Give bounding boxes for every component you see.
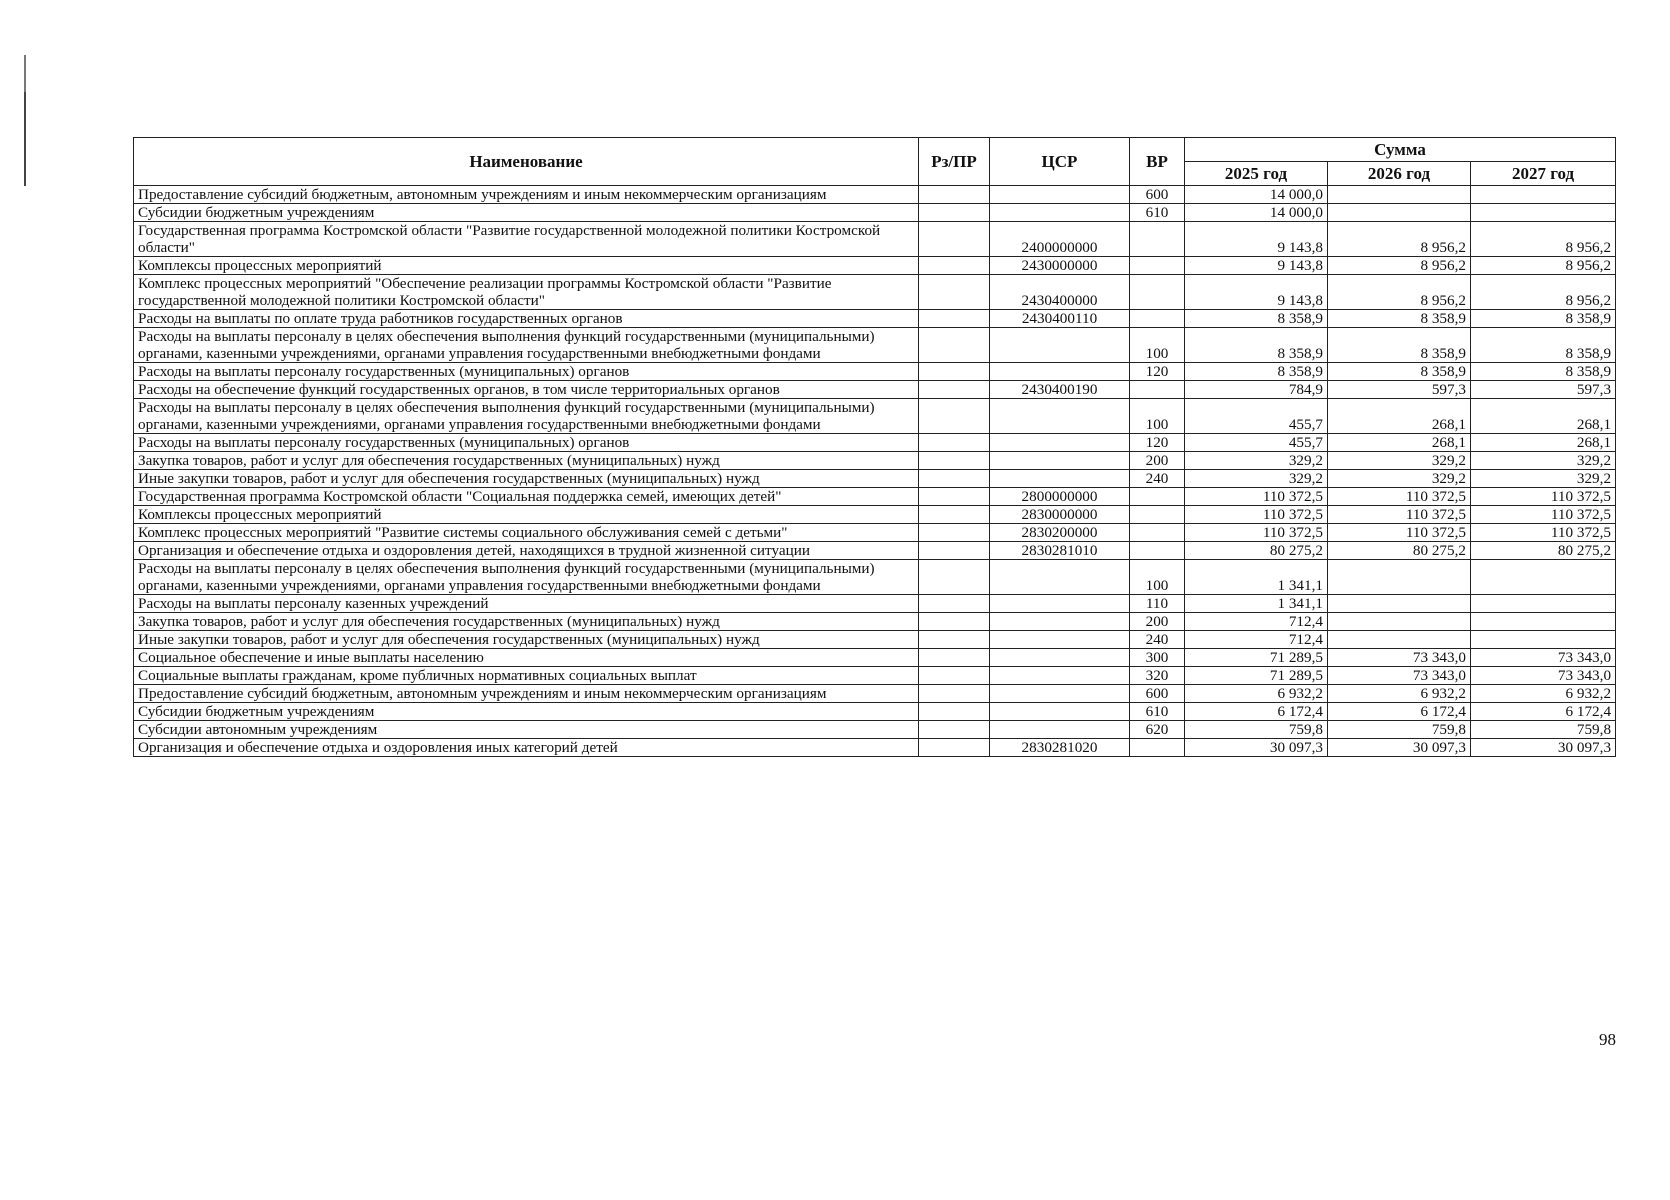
row-rz-pr-cell: [919, 542, 990, 560]
table-row: [134, 328, 1616, 363]
row-sum-2026-cell: 110 372,5: [1328, 524, 1471, 542]
row-sum-2027-cell: 759,8: [1471, 721, 1616, 739]
table-row: [134, 363, 1616, 381]
row-rz-pr-cell: [919, 275, 990, 310]
row-vr-cell: 300: [1130, 649, 1185, 667]
header-name: Наименование: [134, 138, 919, 186]
row-vr-cell: [1130, 222, 1185, 257]
row-name-cell: Расходы на выплаты персоналу государственных (муниципальных) органов: [134, 434, 919, 452]
header-rz-pr: Рз/ПР: [919, 138, 990, 186]
row-sum-2027-cell: 6 932,2: [1471, 685, 1616, 703]
row-sum-2027-cell: 8 358,9: [1471, 328, 1616, 363]
table-row: [134, 381, 1616, 399]
row-sum-2025-cell: 1 341,1: [1185, 560, 1328, 595]
table-row: [134, 470, 1616, 488]
row-sum-2025-cell: 110 372,5: [1185, 506, 1328, 524]
row-sum-2025-cell: 9 143,8: [1185, 222, 1328, 257]
table-row: [134, 613, 1616, 631]
row-vr-cell: [1130, 488, 1185, 506]
row-name-cell: Расходы на выплаты персоналу казенных учреждений: [134, 595, 919, 613]
row-sum-2027-cell: 30 097,3: [1471, 739, 1616, 757]
row-sum-2025-cell: 329,2: [1185, 452, 1328, 470]
row-sum-2026-cell: 8 358,9: [1328, 328, 1471, 363]
row-rz-pr-cell: [919, 434, 990, 452]
row-vr-cell: 240: [1130, 470, 1185, 488]
row-sum-2027-cell: [1471, 186, 1616, 204]
row-vr-cell: 110: [1130, 595, 1185, 613]
row-rz-pr-cell: [919, 257, 990, 275]
table-row: [134, 685, 1616, 703]
row-rz-pr-cell: [919, 381, 990, 399]
table-row: [134, 703, 1616, 721]
table-row: [134, 434, 1616, 452]
row-name-cell: Расходы на выплаты персоналу в целях обеспечения выполнения функций государственными (муниципальными) органами, казенными учреждениями, органами управления государственными внебюджетными фондами: [134, 399, 919, 434]
row-sum-2026-cell: 8 358,9: [1328, 363, 1471, 381]
row-name-cell: Государственная программа Костромской области "Социальная поддержка семей, имеющих детей": [134, 488, 919, 506]
row-sum-2027-cell: [1471, 595, 1616, 613]
row-name-cell: Закупка товаров, работ и услуг для обеспечения государственных (муниципальных) нужд: [134, 452, 919, 470]
table-row: [134, 310, 1616, 328]
row-rz-pr-cell: [919, 186, 990, 204]
row-name-cell: Субсидии автономным учреждениям: [134, 721, 919, 739]
row-rz-pr-cell: [919, 685, 990, 703]
table-row: [134, 667, 1616, 685]
row-rz-pr-cell: [919, 328, 990, 363]
table-row: [134, 222, 1616, 257]
row-name-cell: Расходы на выплаты персоналу в целях обеспечения выполнения функций государственными (муниципальными) органами, казенными учреждениями, органами управления государственными внебюджетными фондами: [134, 560, 919, 595]
row-name-cell: Организация и обеспечение отдыха и оздоровления иных категорий детей: [134, 739, 919, 757]
row-name-cell: Социальное обеспечение и иные выплаты населению: [134, 649, 919, 667]
row-sum-2026-cell: 268,1: [1328, 434, 1471, 452]
row-csr-cell: [990, 703, 1130, 721]
row-csr-cell: [990, 452, 1130, 470]
row-csr-cell: [990, 685, 1130, 703]
row-sum-2026-cell: 110 372,5: [1328, 506, 1471, 524]
row-vr-cell: [1130, 275, 1185, 310]
row-csr-cell: 2430400110: [990, 310, 1130, 328]
row-vr-cell: [1130, 257, 1185, 275]
row-sum-2027-cell: [1471, 631, 1616, 649]
budget-table: [133, 137, 1616, 757]
row-sum-2025-cell: 110 372,5: [1185, 488, 1328, 506]
row-csr-cell: 2830281020: [990, 739, 1130, 757]
row-sum-2027-cell: [1471, 613, 1616, 631]
row-rz-pr-cell: [919, 470, 990, 488]
row-name-cell: Социальные выплаты гражданам, кроме публичных нормативных социальных выплат: [134, 667, 919, 685]
row-rz-pr-cell: [919, 310, 990, 328]
row-sum-2027-cell: 597,3: [1471, 381, 1616, 399]
table-row: [134, 399, 1616, 434]
row-sum-2027-cell: [1471, 560, 1616, 595]
header-year-2025: 2025 год: [1185, 162, 1328, 186]
row-name-cell: Субсидии бюджетным учреждениям: [134, 204, 919, 222]
row-csr-cell: [990, 363, 1130, 381]
row-sum-2026-cell: 8 358,9: [1328, 310, 1471, 328]
row-sum-2025-cell: 30 097,3: [1185, 739, 1328, 757]
row-csr-cell: [990, 595, 1130, 613]
row-sum-2026-cell: [1328, 186, 1471, 204]
row-csr-cell: [990, 186, 1130, 204]
row-sum-2027-cell: 73 343,0: [1471, 667, 1616, 685]
row-rz-pr-cell: [919, 204, 990, 222]
row-sum-2025-cell: 6 932,2: [1185, 685, 1328, 703]
row-vr-cell: [1130, 524, 1185, 542]
table-body: [134, 186, 1616, 757]
row-csr-cell: [990, 667, 1130, 685]
row-csr-cell: [990, 399, 1130, 434]
row-csr-cell: 2830000000: [990, 506, 1130, 524]
table-row: [134, 595, 1616, 613]
row-vr-cell: 600: [1130, 685, 1185, 703]
row-name-cell: Комплекс процессных мероприятий "Обеспечение реализации программы Костромской области "Развитие государственной молодежной политики Костромской области": [134, 275, 919, 310]
row-rz-pr-cell: [919, 560, 990, 595]
row-csr-cell: 2430400000: [990, 275, 1130, 310]
row-sum-2025-cell: 80 275,2: [1185, 542, 1328, 560]
row-sum-2025-cell: 14 000,0: [1185, 204, 1328, 222]
row-vr-cell: 200: [1130, 613, 1185, 631]
row-rz-pr-cell: [919, 649, 990, 667]
row-sum-2025-cell: 71 289,5: [1185, 667, 1328, 685]
table-row: [134, 649, 1616, 667]
row-sum-2026-cell: 329,2: [1328, 452, 1471, 470]
row-sum-2025-cell: 455,7: [1185, 399, 1328, 434]
row-rz-pr-cell: [919, 703, 990, 721]
row-vr-cell: [1130, 381, 1185, 399]
table-row: [134, 275, 1616, 310]
row-name-cell: Иные закупки товаров, работ и услуг для обеспечения государственных (муниципальных) нужд: [134, 631, 919, 649]
row-csr-cell: [990, 470, 1130, 488]
row-vr-cell: 100: [1130, 560, 1185, 595]
page-number: 98: [1599, 1030, 1616, 1049]
row-sum-2027-cell: 80 275,2: [1471, 542, 1616, 560]
row-name-cell: Предоставление субсидий бюджетным, автономным учреждениям и иным некоммерческим организациям: [134, 685, 919, 703]
row-name-cell: Государственная программа Костромской области "Развитие государственной молодежной политики Костромской области": [134, 222, 919, 257]
row-sum-2025-cell: 1 341,1: [1185, 595, 1328, 613]
table-row: [134, 631, 1616, 649]
row-name-cell: Комплексы процессных мероприятий: [134, 257, 919, 275]
row-csr-cell: 2830200000: [990, 524, 1130, 542]
header-year-2026: 2026 год: [1328, 162, 1471, 186]
row-vr-cell: [1130, 739, 1185, 757]
row-sum-2026-cell: 73 343,0: [1328, 649, 1471, 667]
row-vr-cell: 610: [1130, 204, 1185, 222]
row-sum-2026-cell: 8 956,2: [1328, 222, 1471, 257]
row-sum-2026-cell: 597,3: [1328, 381, 1471, 399]
row-sum-2027-cell: 110 372,5: [1471, 506, 1616, 524]
row-csr-cell: [990, 328, 1130, 363]
row-csr-cell: [990, 560, 1130, 595]
row-rz-pr-cell: [919, 631, 990, 649]
row-sum-2025-cell: 110 372,5: [1185, 524, 1328, 542]
row-rz-pr-cell: [919, 667, 990, 685]
row-csr-cell: [990, 434, 1130, 452]
row-rz-pr-cell: [919, 222, 990, 257]
row-sum-2026-cell: 110 372,5: [1328, 488, 1471, 506]
row-sum-2027-cell: 329,2: [1471, 470, 1616, 488]
row-sum-2025-cell: 712,4: [1185, 613, 1328, 631]
row-name-cell: Расходы на выплаты по оплате труда работников государственных органов: [134, 310, 919, 328]
row-sum-2027-cell: [1471, 204, 1616, 222]
scan-artifact-line: [24, 92, 26, 186]
row-sum-2025-cell: 759,8: [1185, 721, 1328, 739]
row-sum-2026-cell: 6 172,4: [1328, 703, 1471, 721]
row-sum-2025-cell: 8 358,9: [1185, 363, 1328, 381]
table-row: [134, 204, 1616, 222]
row-sum-2027-cell: 329,2: [1471, 452, 1616, 470]
row-rz-pr-cell: [919, 613, 990, 631]
row-sum-2026-cell: 30 097,3: [1328, 739, 1471, 757]
row-csr-cell: 2430000000: [990, 257, 1130, 275]
row-vr-cell: [1130, 310, 1185, 328]
row-sum-2027-cell: 8 358,9: [1471, 310, 1616, 328]
row-sum-2025-cell: 712,4: [1185, 631, 1328, 649]
table-row: [134, 488, 1616, 506]
row-sum-2025-cell: 329,2: [1185, 470, 1328, 488]
table-row: [134, 452, 1616, 470]
row-vr-cell: 100: [1130, 399, 1185, 434]
row-name-cell: Иные закупки товаров, работ и услуг для обеспечения государственных (муниципальных) нужд: [134, 470, 919, 488]
row-vr-cell: 320: [1130, 667, 1185, 685]
row-sum-2025-cell: 14 000,0: [1185, 186, 1328, 204]
row-rz-pr-cell: [919, 452, 990, 470]
row-sum-2026-cell: 80 275,2: [1328, 542, 1471, 560]
row-rz-pr-cell: [919, 739, 990, 757]
row-sum-2025-cell: 71 289,5: [1185, 649, 1328, 667]
table-row: [134, 542, 1616, 560]
header-sum: Сумма: [1185, 138, 1616, 162]
row-sum-2026-cell: 759,8: [1328, 721, 1471, 739]
row-sum-2025-cell: 455,7: [1185, 434, 1328, 452]
row-sum-2026-cell: [1328, 631, 1471, 649]
row-csr-cell: [990, 649, 1130, 667]
header-vr: ВР: [1130, 138, 1185, 186]
header-csr: ЦСР: [990, 138, 1130, 186]
table-row: [134, 739, 1616, 757]
row-sum-2027-cell: 8 956,2: [1471, 257, 1616, 275]
row-csr-cell: [990, 204, 1130, 222]
row-sum-2026-cell: 6 932,2: [1328, 685, 1471, 703]
table-row: [134, 186, 1616, 204]
row-sum-2026-cell: 268,1: [1328, 399, 1471, 434]
table-row: [134, 524, 1616, 542]
row-sum-2027-cell: 110 372,5: [1471, 488, 1616, 506]
row-name-cell: Закупка товаров, работ и услуг для обеспечения государственных (муниципальных) нужд: [134, 613, 919, 631]
row-name-cell: Расходы на выплаты персоналу государственных (муниципальных) органов: [134, 363, 919, 381]
row-csr-cell: 2830281010: [990, 542, 1130, 560]
row-name-cell: Расходы на выплаты персоналу в целях обеспечения выполнения функций государственными (муниципальными) органами, казенными учреждениями, органами управления государственными внебюджетными фондами: [134, 328, 919, 363]
row-sum-2026-cell: 8 956,2: [1328, 257, 1471, 275]
row-name-cell: Комплексы процессных мероприятий: [134, 506, 919, 524]
row-vr-cell: 610: [1130, 703, 1185, 721]
row-vr-cell: 120: [1130, 434, 1185, 452]
row-csr-cell: 2800000000: [990, 488, 1130, 506]
row-sum-2027-cell: 8 956,2: [1471, 275, 1616, 310]
table-row: [134, 721, 1616, 739]
table-row: [134, 257, 1616, 275]
row-sum-2025-cell: 8 358,9: [1185, 310, 1328, 328]
row-vr-cell: 600: [1130, 186, 1185, 204]
row-sum-2027-cell: 8 358,9: [1471, 363, 1616, 381]
row-name-cell: Субсидии бюджетным учреждениям: [134, 703, 919, 721]
row-sum-2025-cell: 9 143,8: [1185, 275, 1328, 310]
row-vr-cell: [1130, 506, 1185, 524]
header-year-2027: 2027 год: [1471, 162, 1616, 186]
row-rz-pr-cell: [919, 363, 990, 381]
row-vr-cell: 120: [1130, 363, 1185, 381]
table-row: [134, 560, 1616, 595]
row-sum-2026-cell: [1328, 595, 1471, 613]
row-rz-pr-cell: [919, 506, 990, 524]
row-sum-2026-cell: 329,2: [1328, 470, 1471, 488]
row-csr-cell: [990, 613, 1130, 631]
row-sum-2025-cell: 784,9: [1185, 381, 1328, 399]
row-sum-2027-cell: 268,1: [1471, 399, 1616, 434]
row-rz-pr-cell: [919, 488, 990, 506]
row-name-cell: Комплекс процессных мероприятий "Развитие системы социального обслуживания семей с детьми": [134, 524, 919, 542]
row-rz-pr-cell: [919, 721, 990, 739]
row-name-cell: Предоставление субсидий бюджетным, автономным учреждениям и иным некоммерческим организациям: [134, 186, 919, 204]
row-name-cell: Расходы на обеспечение функций государственных органов, в том числе территориальных органов: [134, 381, 919, 399]
table-row: [134, 506, 1616, 524]
row-sum-2027-cell: 73 343,0: [1471, 649, 1616, 667]
row-name-cell: Организация и обеспечение отдыха и оздоровления детей, находящихся в трудной жизненной ситуации: [134, 542, 919, 560]
row-sum-2026-cell: 8 956,2: [1328, 275, 1471, 310]
row-sum-2027-cell: 8 956,2: [1471, 222, 1616, 257]
row-csr-cell: [990, 631, 1130, 649]
row-csr-cell: 2430400190: [990, 381, 1130, 399]
row-csr-cell: [990, 721, 1130, 739]
row-rz-pr-cell: [919, 595, 990, 613]
row-sum-2027-cell: 6 172,4: [1471, 703, 1616, 721]
row-vr-cell: 240: [1130, 631, 1185, 649]
row-rz-pr-cell: [919, 524, 990, 542]
row-sum-2025-cell: 8 358,9: [1185, 328, 1328, 363]
row-sum-2025-cell: 9 143,8: [1185, 257, 1328, 275]
row-sum-2025-cell: 6 172,4: [1185, 703, 1328, 721]
row-sum-2026-cell: [1328, 204, 1471, 222]
row-sum-2026-cell: 73 343,0: [1328, 667, 1471, 685]
table-header: [134, 138, 1616, 186]
row-rz-pr-cell: [919, 399, 990, 434]
row-sum-2026-cell: [1328, 560, 1471, 595]
row-sum-2027-cell: 110 372,5: [1471, 524, 1616, 542]
row-csr-cell: 2400000000: [990, 222, 1130, 257]
row-vr-cell: [1130, 542, 1185, 560]
row-sum-2027-cell: 268,1: [1471, 434, 1616, 452]
row-sum-2026-cell: [1328, 613, 1471, 631]
row-vr-cell: 200: [1130, 452, 1185, 470]
row-vr-cell: 100: [1130, 328, 1185, 363]
row-vr-cell: 620: [1130, 721, 1185, 739]
